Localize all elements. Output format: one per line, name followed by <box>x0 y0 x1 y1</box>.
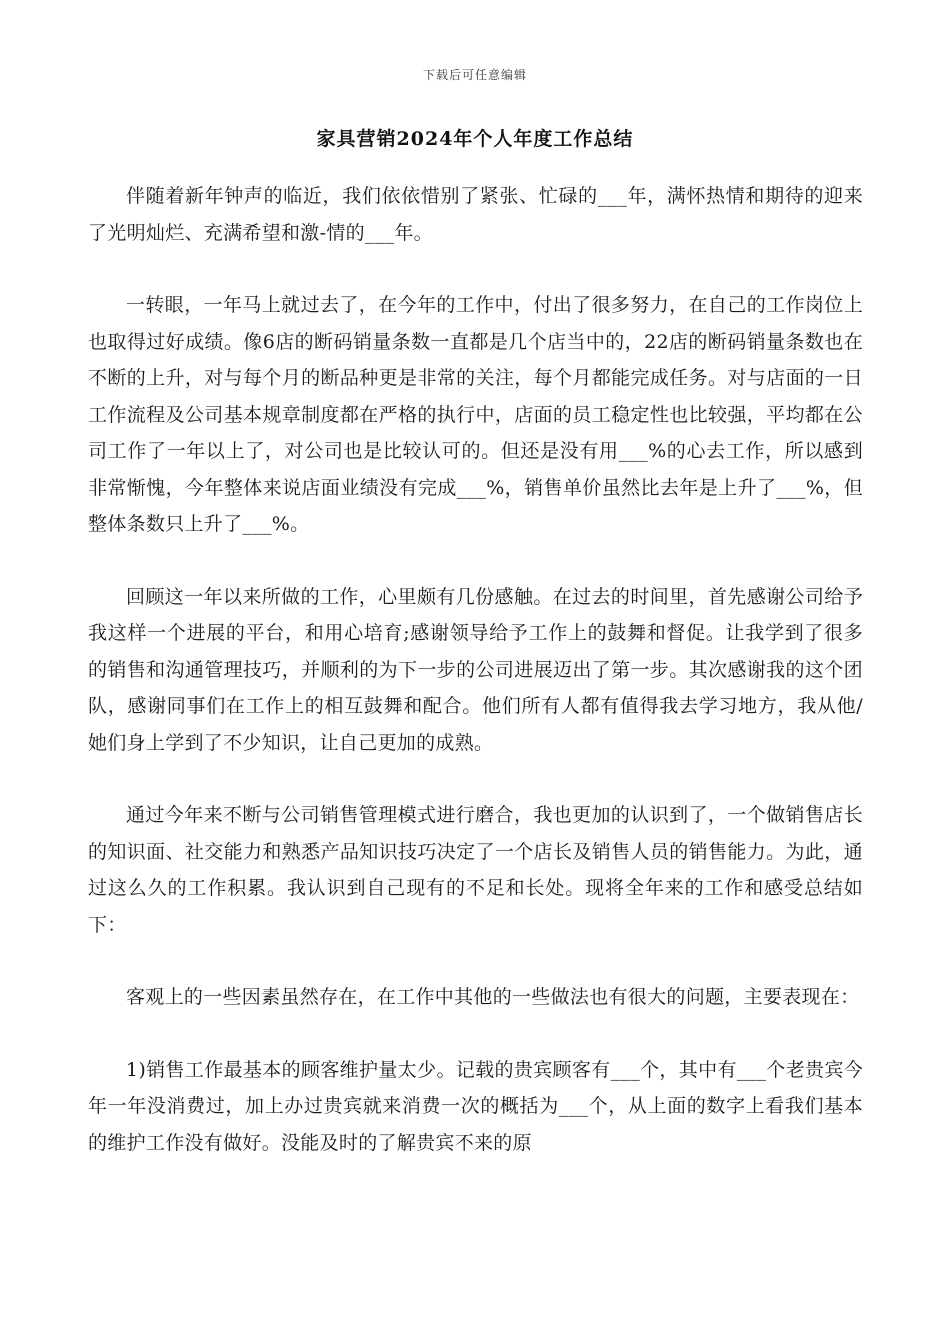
header-note: 下载后可任意编辑 <box>422 68 527 82</box>
document-title: 家具营销2024年个人年度工作总结 <box>316 128 634 150</box>
paragraph: 一转眼，一年马上就过去了，在今年的工作中，付出了很多努力，在自己的工作岗位上也取得过好成绩。像6店的断码销量条数一直都是几个店当中的，22店的断码销量条数也在不断的上升，对与每个月的断品种更是非常的关注，每个月都能完成任务。对与店面的一日工作流程及公司基本规章制度都在严格的执行中，店面的员工稳定性也比较强，平均都在公司工作了一年以上了，对公司也是比较认可的。但还是没有用___%的心去工作，所以感到非常惭愧，今年整体来说店面业绩没有完成___%，销售单价虽然比去年是上升了___%，但整体条数只上升了___%。 <box>88 294 863 535</box>
paragraph: 1)销售工作最基本的顾客维护量太少。记载的贵宾顾客有___个，其中有___个老贵宾今年一年没消费过，加上办过贵宾就来消费一次的概括为___个，从上面的数字上看我们基本的维护工作没有做好。没能及时的了解贵宾不来的原 <box>88 1058 863 1154</box>
paragraph: 伴随着新年钟声的临近，我们依依惜别了紧张、忙碌的___年，满怀热情和期待的迎来了光明灿烂、充满希望和激-情的___年。 <box>88 185 863 244</box>
document-body <box>88 178 863 1197</box>
paragraph: 回顾这一年以来所做的工作，心里颇有几份感触。在过去的时间里，首先感谢公司给予我这样一个进展的平台，和用心培育;感谢领导给予工作上的鼓舞和督促。让我学到了很多的销售和沟通管理技巧，并顺利的为下一步的公司进展迈出了第一步。其次感谢我的这个团队，感谢同事们在工作上的相互鼓舞和配合。他们所有人都有值得我去学习地方，我从他/她们身上学到了不少知识，让自己更加的成熟。 <box>88 585 863 754</box>
paragraph: 通过今年来不断与公司销售管理模式进行磨合，我也更加的认识到了，一个做销售店长的知识面、社交能力和熟悉产品知识技巧决定了一个店长及销售人员的销售能力。为此，通过这么久的工作积累。我认识到自己现有的不足和长处。现将全年来的工作和感受总结如下： <box>88 804 863 936</box>
paragraph: 客观上的一些因素虽然存在，在工作中其他的一些做法也有很大的问题，主要表现在： <box>126 986 860 1008</box>
